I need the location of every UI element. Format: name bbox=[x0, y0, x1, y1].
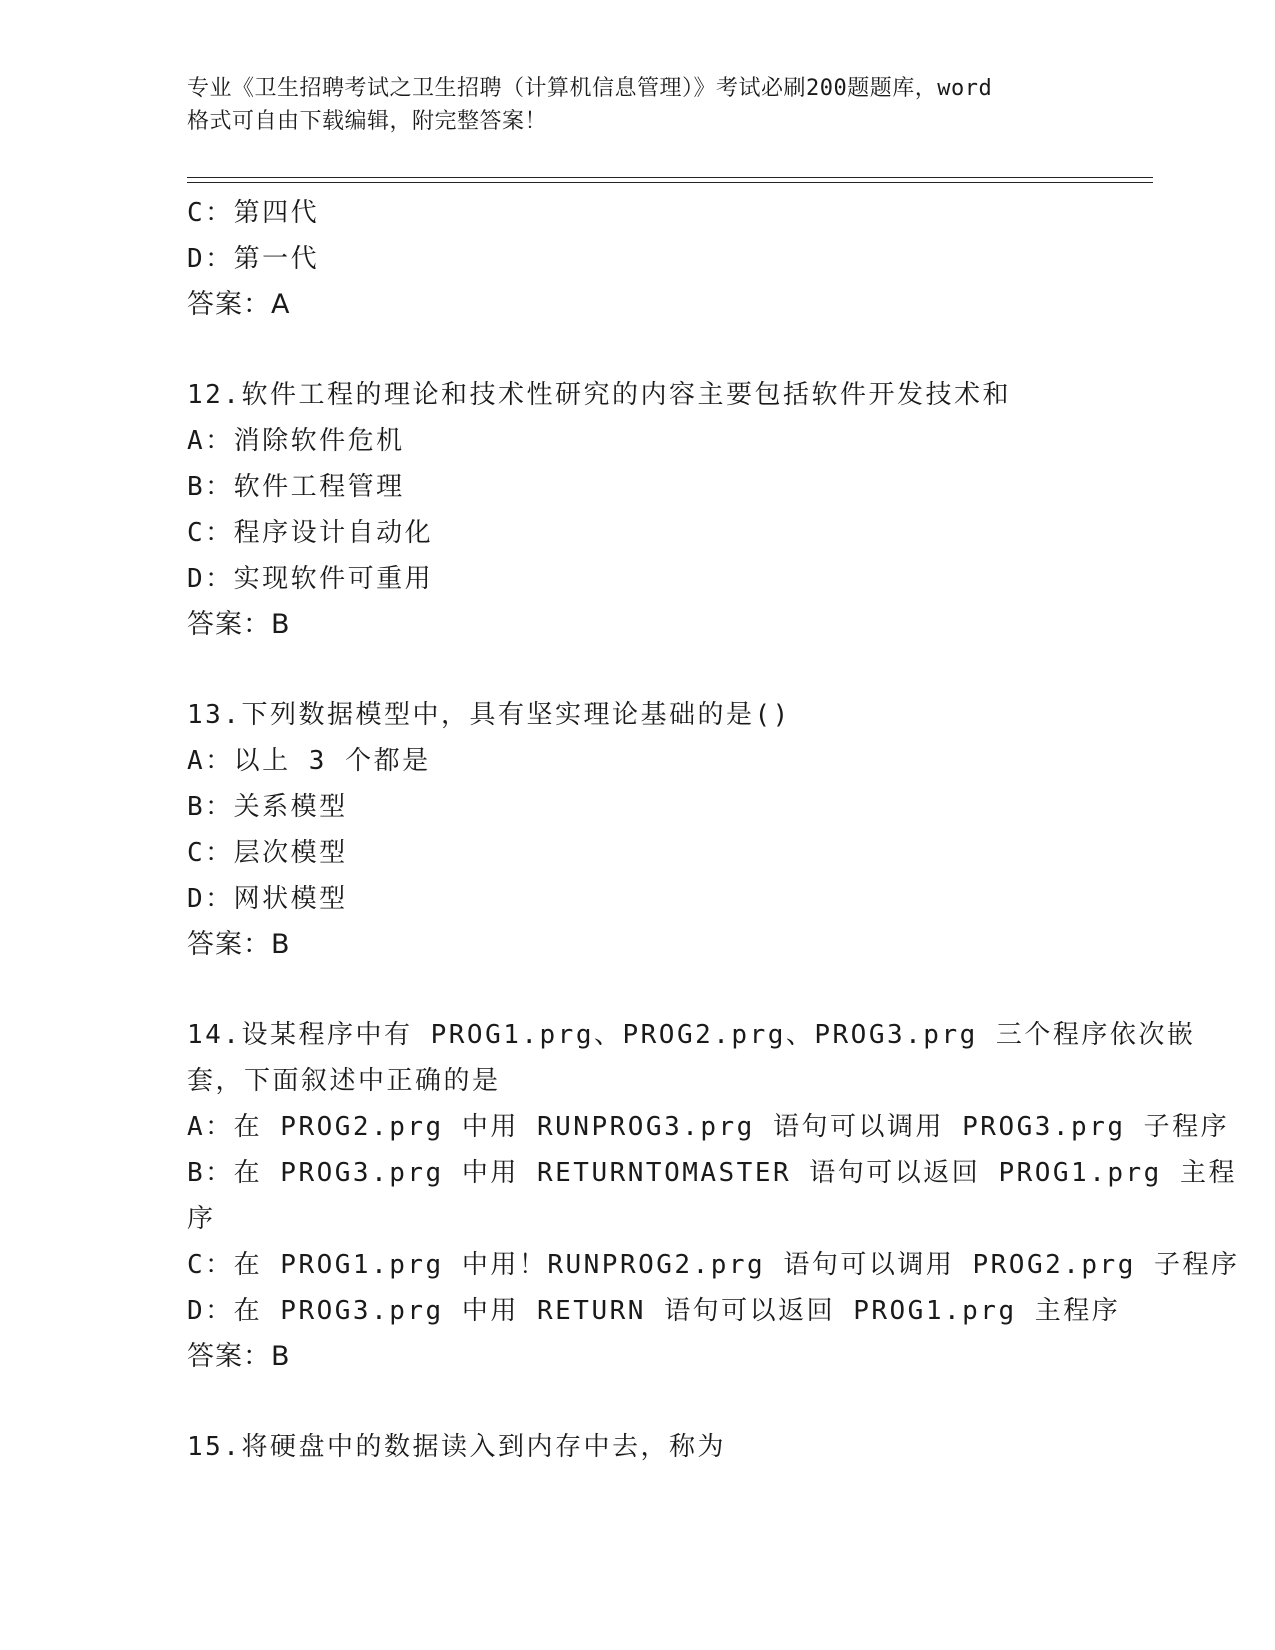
header-line-1: 专业《卫生招聘考试之卫生招聘（计算机信息管理）》考试必刷200题题库，word bbox=[187, 76, 993, 101]
question-11-continued bbox=[187, 190, 1087, 328]
question-15 bbox=[187, 1424, 1087, 1470]
answer-line: 答案：B bbox=[187, 929, 291, 960]
option-a: A：在 PROG2.prg 中用 RUNPROG3.prg 语句可以调用 PROG3.prg 子程序 bbox=[187, 1112, 1230, 1142]
option-c: C：程序设计自动化 bbox=[187, 518, 434, 548]
document-header bbox=[187, 72, 1087, 138]
answer-line: 答案：A bbox=[187, 289, 291, 320]
question-list bbox=[187, 190, 1240, 1470]
option-d: D：实现软件可重用 bbox=[187, 564, 434, 594]
header-line-2: 格式可自由下载编辑，附完整答案！ bbox=[187, 109, 548, 134]
option-b: B：软件工程管理 bbox=[187, 472, 405, 502]
option-d: D：第一代 bbox=[187, 244, 320, 274]
question-stem-line-1: 14.设某程序中有 PROG1.prg、PROG2.prg、PROG3.prg 三个程序依次嵌 bbox=[187, 1020, 1196, 1050]
header-divider-bottom bbox=[187, 182, 1153, 183]
question-14 bbox=[187, 1012, 1240, 1380]
option-b: B：关系模型 bbox=[187, 792, 348, 822]
question-12 bbox=[187, 372, 1087, 648]
question-stem: 15.将硬盘中的数据读入到内存中去，称为 bbox=[187, 1432, 726, 1462]
answer-line: 答案：B bbox=[187, 1341, 291, 1372]
question-13 bbox=[187, 692, 1087, 968]
answer-line: 答案：B bbox=[187, 609, 291, 640]
option-a: A：消除软件危机 bbox=[187, 426, 405, 456]
header-divider-top bbox=[187, 177, 1153, 178]
option-c: C：层次模型 bbox=[187, 838, 348, 868]
option-a: A：以上 3 个都是 bbox=[187, 746, 431, 776]
question-stem: 13.下列数据模型中，具有坚实理论基础的是() bbox=[187, 700, 791, 730]
option-d: D：网状模型 bbox=[187, 884, 348, 914]
option-c: C：在 PROG1.prg 中用！RUNPROG2.prg 语句可以调用 PROG2.prg 子程序 bbox=[187, 1250, 1240, 1280]
question-stem-line-2: 套，下面叙述中正确的是 bbox=[187, 1066, 501, 1096]
option-b: B：在 PROG3.prg 中用 RETURNTOMASTER 语句可以返回 PROG1.prg 主程 bbox=[187, 1158, 1237, 1188]
option-b-continued: 序 bbox=[187, 1204, 216, 1234]
option-d: D：在 PROG3.prg 中用 RETURN 语句可以返回 PROG1.prg 主程序 bbox=[187, 1296, 1121, 1326]
option-c: C：第四代 bbox=[187, 198, 320, 228]
question-stem: 12.软件工程的理论和技术性研究的内容主要包括软件开发技术和 bbox=[187, 380, 1011, 410]
